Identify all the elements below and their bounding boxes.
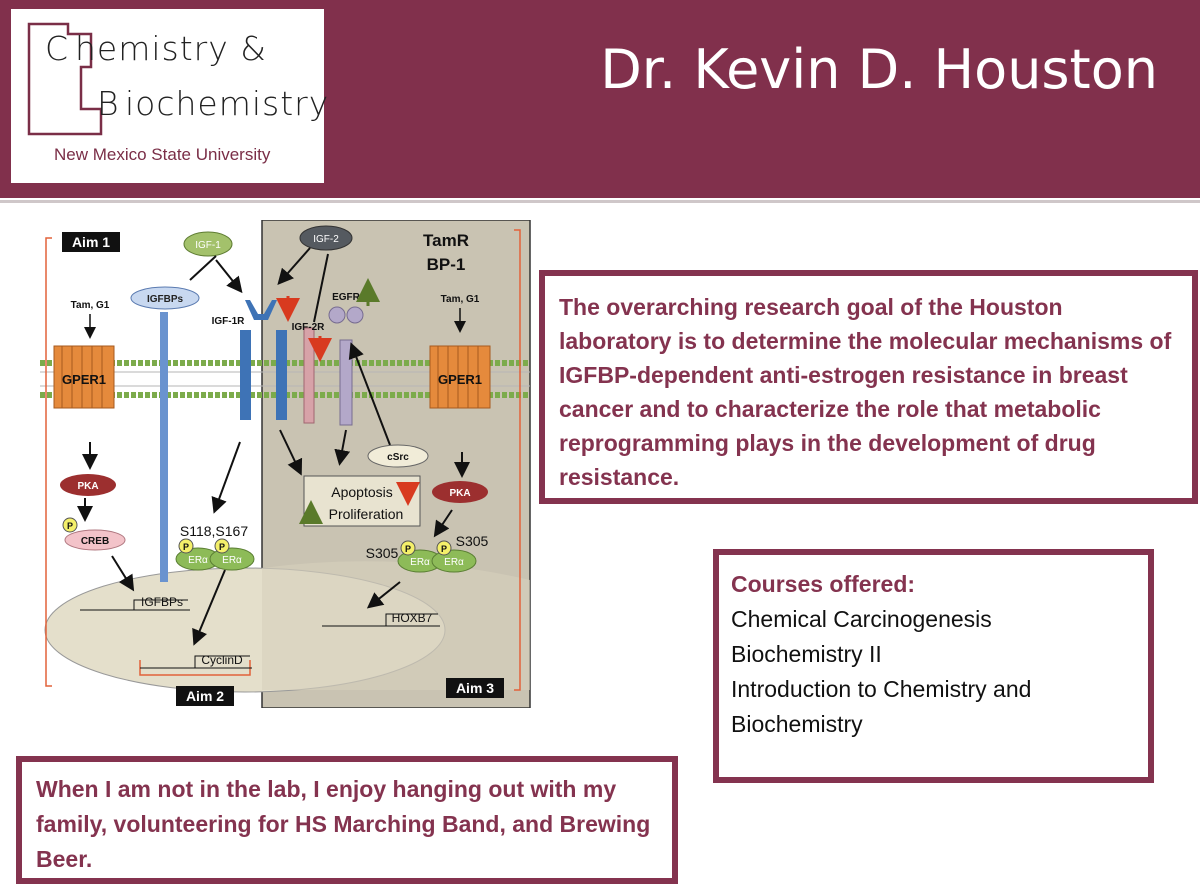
proliferation-label: Proliferation [328,506,404,522]
gper1-left-label: GPER1 [61,372,107,387]
logo-initial-b: B [97,84,120,123]
gper1-right-label: GPER1 [437,372,483,387]
creb-label: CREB [80,536,110,547]
igf2-label: IGF-2 [313,234,339,245]
aim2-label: Aim 2 [185,688,225,704]
igfbps-top-label: IGFBPs [146,294,184,305]
p-label: P [182,542,190,552]
courses-box [713,549,1154,783]
tam-g1-left-label: Tam, G1 [70,300,110,311]
hobbies-box [16,756,678,884]
era-label: ERα [444,557,464,568]
signaling-pathway-diagram [40,220,532,708]
s305-right-label: S305 [455,533,489,549]
igfbps-secretion-arrow [160,312,168,582]
pka-left-label: PKA [77,481,99,492]
bp1-label: BP-1 [426,255,466,274]
aim3-label: Aim 3 [455,680,495,696]
era-label: ERα [188,555,208,566]
igf1r-label: IGF-1R [211,316,245,327]
s118-label: S118,S167 [179,523,249,539]
era-label: ERα [222,555,242,566]
research-goal-text: The overarching research goal of the Houston laboratory is to determine the molecular mechanisms of IGFBP-dependent anti-estrogen resistance in breast cancer and to characterize the role that metabolic reprogramming plays in the development of drug resistance. [559,294,1172,490]
research-goal-box [539,270,1198,504]
igfbps-gene-label: IGFBPs [140,595,184,609]
egfr-label: EGFR [332,292,360,303]
course-item: Chemical Carcinogenesis [731,606,992,632]
aim1-label: Aim 1 [71,234,111,250]
cyclind-gene-label: CyclinD [201,653,243,667]
hobbies-text: When I am not in the lab, I enjoy hanging out with my family, volunteering for HS Marching Band, and Brewing Beer. [36,776,651,872]
logo-line-2: iochemistry [125,84,330,123]
egfr-receptor [340,340,352,425]
logo-university: New Mexico State University [54,145,271,164]
course-item: Introduction to Chemistry and Biochemistry [731,676,1032,737]
p-label: P [404,544,412,554]
p-label: P [440,544,448,554]
igf1-inhibit-arrow [190,256,216,280]
apoptosis-label: Apoptosis [331,484,393,500]
p-label: P [218,542,226,552]
page-title: Dr. Kevin D. Houston [600,38,1158,101]
header-divider [0,200,1200,203]
department-logo [11,9,330,183]
csrc-label: cSrc [387,452,409,463]
p-creb-label: P [66,521,74,531]
hoxb7-gene-label: HOXB7 [391,611,433,625]
igf2r-label: IGF-2R [291,322,325,333]
era-label: ERα [410,557,430,568]
course-item: Biochemistry II [731,641,882,667]
pka-right-label: PKA [449,488,471,499]
logo-initial-c: C [45,29,70,68]
courses-title: Courses offered: [731,571,916,597]
igf2r-receptor [304,328,314,423]
tamr-label: TamR [423,231,469,250]
s305-left-label: S305 [365,545,399,561]
logo-line-1: hemistry & [75,29,267,68]
tam-g1-right-label: Tam, G1 [440,294,480,305]
igf1-label: IGF-1 [195,240,221,251]
igf1r-receptor [240,330,251,420]
